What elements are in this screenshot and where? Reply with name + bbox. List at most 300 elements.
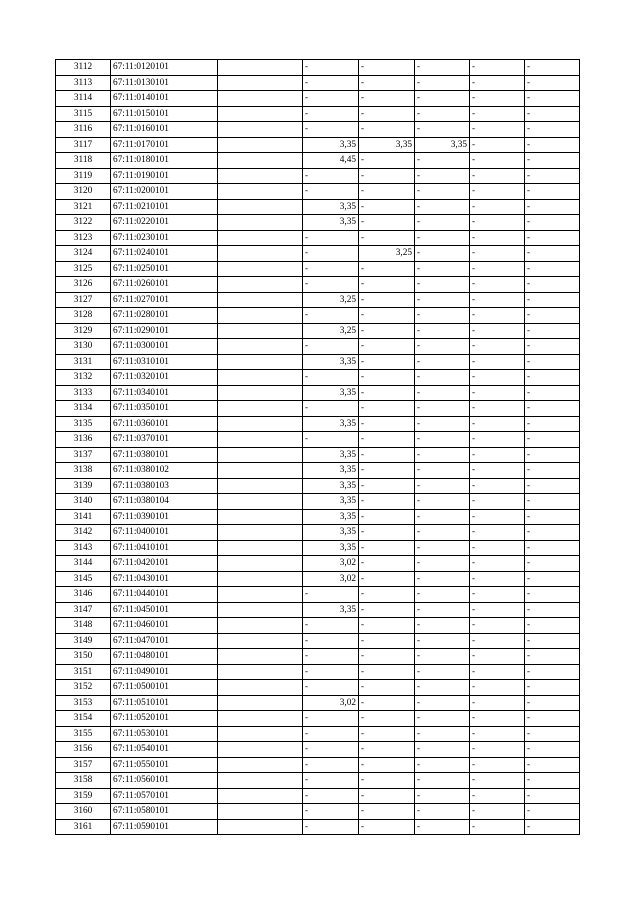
cadastral-code-cell: 67:11:0250101 (111, 261, 218, 277)
value-cell-1: 3,35 (303, 478, 359, 494)
table-row (56, 509, 580, 525)
row-number-cell: 3118 (56, 153, 111, 169)
value-cell-5: - (525, 199, 580, 215)
value-cell-2: - (359, 478, 415, 494)
value-cell-2: - (359, 416, 415, 432)
table-row (56, 323, 580, 339)
empty-cell (218, 649, 303, 665)
value-cell-1: - (303, 680, 359, 696)
table-row (56, 75, 580, 91)
value-cell-2: - (359, 168, 415, 184)
value-cell-5: - (525, 447, 580, 463)
value-cell-2: - (359, 199, 415, 215)
table-row (56, 556, 580, 572)
cadastral-code-cell: 67:11:0420101 (111, 556, 218, 572)
value-cell-5: - (525, 819, 580, 835)
value-cell-5: - (525, 230, 580, 246)
cadastral-code-cell: 67:11:0400101 (111, 525, 218, 541)
table-row (56, 819, 580, 835)
value-cell-3: - (415, 463, 470, 479)
row-number-cell: 3145 (56, 571, 111, 587)
value-cell-3: - (415, 447, 470, 463)
value-cell-3: - (415, 540, 470, 556)
value-cell-1: 4,45 (303, 153, 359, 169)
value-cell-2: - (359, 649, 415, 665)
value-cell-3: - (415, 261, 470, 277)
row-number-cell: 3139 (56, 478, 111, 494)
value-cell-4: - (470, 370, 525, 386)
table-row (56, 370, 580, 386)
cadastral-code-cell: 67:11:0170101 (111, 137, 218, 153)
row-number-cell: 3133 (56, 385, 111, 401)
table-row (56, 199, 580, 215)
table-row (56, 246, 580, 262)
value-cell-4: - (470, 385, 525, 401)
row-number-cell: 3132 (56, 370, 111, 386)
row-number-cell: 3161 (56, 819, 111, 835)
value-cell-1: - (303, 773, 359, 789)
empty-cell (218, 323, 303, 339)
value-cell-5: - (525, 587, 580, 603)
cadastral-code-cell: 67:11:0550101 (111, 757, 218, 773)
row-number-cell: 3141 (56, 509, 111, 525)
empty-cell (218, 385, 303, 401)
value-cell-3: - (415, 757, 470, 773)
row-number-cell: 3146 (56, 587, 111, 603)
value-cell-1: - (303, 819, 359, 835)
value-cell-2: - (359, 618, 415, 634)
value-cell-2: - (359, 401, 415, 417)
value-cell-1: 3,02 (303, 695, 359, 711)
value-cell-3: - (415, 215, 470, 231)
value-cell-3: - (415, 726, 470, 742)
cadastral-code-cell: 67:11:0140101 (111, 91, 218, 107)
value-cell-2: - (359, 447, 415, 463)
value-cell-2: - (359, 323, 415, 339)
cadastral-code-cell: 67:11:0300101 (111, 339, 218, 355)
empty-cell (218, 370, 303, 386)
value-cell-2: - (359, 556, 415, 572)
value-cell-1: - (303, 788, 359, 804)
value-cell-1: 3,02 (303, 571, 359, 587)
value-cell-5: - (525, 246, 580, 262)
value-cell-3: - (415, 401, 470, 417)
value-cell-3: - (415, 184, 470, 200)
empty-cell (218, 478, 303, 494)
cadastral-code-cell: 67:11:0380101 (111, 447, 218, 463)
empty-cell (218, 416, 303, 432)
value-cell-4: - (470, 184, 525, 200)
cadastral-code-cell: 67:11:0340101 (111, 385, 218, 401)
value-cell-3: - (415, 432, 470, 448)
table-row (56, 695, 580, 711)
row-number-cell: 3131 (56, 354, 111, 370)
value-cell-3: - (415, 91, 470, 107)
cadastral-code-cell: 67:11:0530101 (111, 726, 218, 742)
value-cell-4: - (470, 711, 525, 727)
empty-cell (218, 261, 303, 277)
value-cell-1: - (303, 401, 359, 417)
value-cell-4: - (470, 246, 525, 262)
value-cell-3: - (415, 230, 470, 246)
row-number-cell: 3128 (56, 308, 111, 324)
value-cell-1: - (303, 370, 359, 386)
value-cell-5: - (525, 556, 580, 572)
value-cell-3: - (415, 75, 470, 91)
value-cell-1: 3,35 (303, 199, 359, 215)
value-cell-3: - (415, 354, 470, 370)
value-cell-5: - (525, 664, 580, 680)
value-cell-2: - (359, 463, 415, 479)
value-cell-5: - (525, 277, 580, 293)
cadastral-code-cell: 67:11:0380103 (111, 478, 218, 494)
value-cell-4: - (470, 478, 525, 494)
cadastral-code-cell: 67:11:0240101 (111, 246, 218, 262)
row-number-cell: 3114 (56, 91, 111, 107)
value-cell-1: 3,35 (303, 525, 359, 541)
row-number-cell: 3142 (56, 525, 111, 541)
value-cell-4: - (470, 525, 525, 541)
value-cell-2: - (359, 680, 415, 696)
value-cell-1: - (303, 742, 359, 758)
cadastral-code-cell: 67:11:0510101 (111, 695, 218, 711)
value-cell-2: - (359, 277, 415, 293)
value-cell-3: - (415, 633, 470, 649)
value-cell-2: - (359, 571, 415, 587)
value-cell-1: - (303, 649, 359, 665)
row-number-cell: 3144 (56, 556, 111, 572)
value-cell-2: - (359, 587, 415, 603)
value-cell-4: - (470, 416, 525, 432)
cadastral-code-cell: 67:11:0520101 (111, 711, 218, 727)
row-number-cell: 3125 (56, 261, 111, 277)
empty-cell (218, 695, 303, 711)
value-cell-3: - (415, 695, 470, 711)
empty-cell (218, 804, 303, 820)
empty-cell (218, 711, 303, 727)
value-cell-4: - (470, 106, 525, 122)
value-cell-5: - (525, 370, 580, 386)
value-cell-1: - (303, 432, 359, 448)
table-row (56, 137, 580, 153)
value-cell-1: 3,25 (303, 323, 359, 339)
value-cell-5: - (525, 385, 580, 401)
value-cell-4: - (470, 432, 525, 448)
value-cell-2: - (359, 91, 415, 107)
cadastral-code-cell: 67:11:0130101 (111, 75, 218, 91)
value-cell-4: - (470, 695, 525, 711)
row-number-cell: 3115 (56, 106, 111, 122)
table-row (56, 230, 580, 246)
row-number-cell: 3147 (56, 602, 111, 618)
cadastral-code-cell: 67:11:0280101 (111, 308, 218, 324)
cadastral-code-cell: 67:11:0350101 (111, 401, 218, 417)
table-row (56, 447, 580, 463)
value-cell-1: - (303, 726, 359, 742)
value-cell-1: - (303, 60, 359, 76)
table-row (56, 339, 580, 355)
value-cell-3: - (415, 153, 470, 169)
value-cell-1: - (303, 308, 359, 324)
cadastral-code-cell: 67:11:0560101 (111, 773, 218, 789)
value-cell-2: - (359, 184, 415, 200)
value-cell-2: - (359, 75, 415, 91)
value-cell-3: - (415, 571, 470, 587)
cadastral-code-cell: 67:11:0160101 (111, 122, 218, 138)
value-cell-1: - (303, 339, 359, 355)
value-cell-4: - (470, 664, 525, 680)
value-cell-4: - (470, 261, 525, 277)
row-number-cell: 3127 (56, 292, 111, 308)
value-cell-2: - (359, 540, 415, 556)
value-cell-4: - (470, 339, 525, 355)
value-cell-5: - (525, 168, 580, 184)
value-cell-4: - (470, 323, 525, 339)
table-row (56, 184, 580, 200)
empty-cell (218, 277, 303, 293)
cadastral-code-cell: 67:11:0470101 (111, 633, 218, 649)
empty-cell (218, 354, 303, 370)
value-cell-3: - (415, 509, 470, 525)
cadastral-code-cell: 67:11:0180101 (111, 153, 218, 169)
value-cell-5: - (525, 463, 580, 479)
value-cell-2: - (359, 385, 415, 401)
value-cell-3: - (415, 323, 470, 339)
value-cell-1: - (303, 230, 359, 246)
row-number-cell: 3157 (56, 757, 111, 773)
empty-cell (218, 292, 303, 308)
row-number-cell: 3150 (56, 649, 111, 665)
value-cell-3: - (415, 494, 470, 510)
table-row (56, 385, 580, 401)
value-cell-1: - (303, 633, 359, 649)
empty-cell (218, 757, 303, 773)
value-cell-3: - (415, 649, 470, 665)
table-row (56, 168, 580, 184)
table-row (56, 649, 580, 665)
value-cell-1: - (303, 757, 359, 773)
cadastral-code-cell: 67:11:0430101 (111, 571, 218, 587)
value-cell-2: - (359, 742, 415, 758)
value-cell-4: - (470, 153, 525, 169)
cadastral-code-cell: 67:11:0200101 (111, 184, 218, 200)
value-cell-4: - (470, 494, 525, 510)
row-number-cell: 3120 (56, 184, 111, 200)
empty-cell (218, 137, 303, 153)
value-cell-5: - (525, 773, 580, 789)
value-cell-2: - (359, 773, 415, 789)
value-cell-5: - (525, 804, 580, 820)
value-cell-4: - (470, 199, 525, 215)
row-number-cell: 3159 (56, 788, 111, 804)
cadastral-code-cell: 67:11:0490101 (111, 664, 218, 680)
value-cell-4: - (470, 60, 525, 76)
table-row (56, 804, 580, 820)
value-cell-5: - (525, 292, 580, 308)
value-cell-2: - (359, 726, 415, 742)
empty-cell (218, 215, 303, 231)
cadastral-code-cell: 67:11:0260101 (111, 277, 218, 293)
value-cell-2: - (359, 494, 415, 510)
value-cell-5: - (525, 602, 580, 618)
cadastral-code-cell: 67:11:0270101 (111, 292, 218, 308)
value-cell-2: - (359, 60, 415, 76)
value-cell-3: - (415, 122, 470, 138)
value-cell-4: - (470, 75, 525, 91)
value-cell-3: - (415, 664, 470, 680)
value-cell-5: - (525, 339, 580, 355)
cadastral-code-cell: 67:11:0220101 (111, 215, 218, 231)
value-cell-5: - (525, 122, 580, 138)
value-cell-3: - (415, 556, 470, 572)
value-cell-2: - (359, 788, 415, 804)
table-row (56, 742, 580, 758)
value-cell-3: - (415, 370, 470, 386)
value-cell-4: - (470, 91, 525, 107)
value-cell-5: - (525, 153, 580, 169)
empty-cell (218, 75, 303, 91)
empty-cell (218, 106, 303, 122)
value-cell-5: - (525, 633, 580, 649)
value-cell-2: - (359, 695, 415, 711)
value-cell-3: - (415, 168, 470, 184)
value-cell-3: - (415, 618, 470, 634)
table-row (56, 463, 580, 479)
value-cell-5: - (525, 711, 580, 727)
table-row (56, 215, 580, 231)
value-cell-2: - (359, 525, 415, 541)
table-row (56, 602, 580, 618)
value-cell-4: - (470, 230, 525, 246)
value-cell-5: - (525, 494, 580, 510)
value-cell-5: - (525, 571, 580, 587)
value-cell-5: - (525, 106, 580, 122)
value-cell-4: - (470, 122, 525, 138)
row-number-cell: 3123 (56, 230, 111, 246)
cadastral-code-cell: 67:11:0540101 (111, 742, 218, 758)
value-cell-1: 3,35 (303, 540, 359, 556)
value-cell-1: - (303, 618, 359, 634)
value-cell-1: - (303, 246, 359, 262)
value-cell-2: - (359, 261, 415, 277)
row-number-cell: 3143 (56, 540, 111, 556)
value-cell-2: - (359, 215, 415, 231)
value-cell-5: - (525, 726, 580, 742)
table-row (56, 618, 580, 634)
cadastral-code-cell: 67:11:0580101 (111, 804, 218, 820)
value-cell-4: - (470, 571, 525, 587)
table-row (56, 757, 580, 773)
value-cell-1: 3,25 (303, 292, 359, 308)
value-cell-5: - (525, 137, 580, 153)
cadastral-code-cell: 67:11:0380102 (111, 463, 218, 479)
cadastral-code-cell: 67:11:0450101 (111, 602, 218, 618)
row-number-cell: 3116 (56, 122, 111, 138)
value-cell-1: 3,35 (303, 354, 359, 370)
cadastral-code-cell: 67:11:0570101 (111, 788, 218, 804)
empty-cell (218, 432, 303, 448)
table-row (56, 726, 580, 742)
cadastral-code-cell: 67:11:0370101 (111, 432, 218, 448)
value-cell-5: - (525, 308, 580, 324)
value-cell-3: - (415, 819, 470, 835)
value-cell-4: - (470, 633, 525, 649)
value-cell-3: - (415, 385, 470, 401)
value-cell-3: - (415, 804, 470, 820)
row-number-cell: 3149 (56, 633, 111, 649)
table-body (56, 60, 580, 835)
row-number-cell: 3112 (56, 60, 111, 76)
value-cell-3: - (415, 478, 470, 494)
value-cell-4: - (470, 308, 525, 324)
empty-cell (218, 463, 303, 479)
value-cell-3: - (415, 339, 470, 355)
value-cell-3: - (415, 742, 470, 758)
value-cell-1: 3,02 (303, 556, 359, 572)
value-cell-3: - (415, 525, 470, 541)
value-cell-2: 3,35 (359, 137, 415, 153)
value-cell-2: - (359, 711, 415, 727)
empty-cell (218, 494, 303, 510)
empty-cell (218, 339, 303, 355)
value-cell-4: - (470, 277, 525, 293)
value-cell-1: - (303, 75, 359, 91)
row-number-cell: 3136 (56, 432, 111, 448)
value-cell-2: - (359, 354, 415, 370)
empty-cell (218, 571, 303, 587)
value-cell-3: - (415, 680, 470, 696)
table-row (56, 571, 580, 587)
value-cell-5: - (525, 91, 580, 107)
value-cell-1: - (303, 664, 359, 680)
table-row (56, 153, 580, 169)
value-cell-5: - (525, 478, 580, 494)
value-cell-1: 3,35 (303, 463, 359, 479)
row-number-cell: 3113 (56, 75, 111, 91)
cadastral-code-cell: 67:11:0310101 (111, 354, 218, 370)
cadastral-code-cell: 67:11:0150101 (111, 106, 218, 122)
value-cell-4: - (470, 602, 525, 618)
value-cell-4: - (470, 587, 525, 603)
value-cell-3: - (415, 587, 470, 603)
empty-cell (218, 91, 303, 107)
value-cell-2: - (359, 230, 415, 246)
cadastral-code-cell: 67:11:0440101 (111, 587, 218, 603)
table-row (56, 680, 580, 696)
value-cell-3: - (415, 60, 470, 76)
cadastral-code-cell: 67:11:0460101 (111, 618, 218, 634)
value-cell-1: 3,35 (303, 137, 359, 153)
table-row (56, 432, 580, 448)
value-cell-2: - (359, 153, 415, 169)
empty-cell (218, 246, 303, 262)
row-number-cell: 3148 (56, 618, 111, 634)
value-cell-1: 3,35 (303, 602, 359, 618)
empty-cell (218, 401, 303, 417)
value-cell-3: - (415, 711, 470, 727)
cadastral-code-cell: 67:11:0410101 (111, 540, 218, 556)
table-row (56, 633, 580, 649)
table-row (56, 106, 580, 122)
value-cell-1: - (303, 587, 359, 603)
row-number-cell: 3124 (56, 246, 111, 262)
value-cell-2: - (359, 339, 415, 355)
empty-cell (218, 633, 303, 649)
value-cell-1: 3,35 (303, 494, 359, 510)
value-cell-2: - (359, 432, 415, 448)
value-cell-2: - (359, 757, 415, 773)
empty-cell (218, 664, 303, 680)
